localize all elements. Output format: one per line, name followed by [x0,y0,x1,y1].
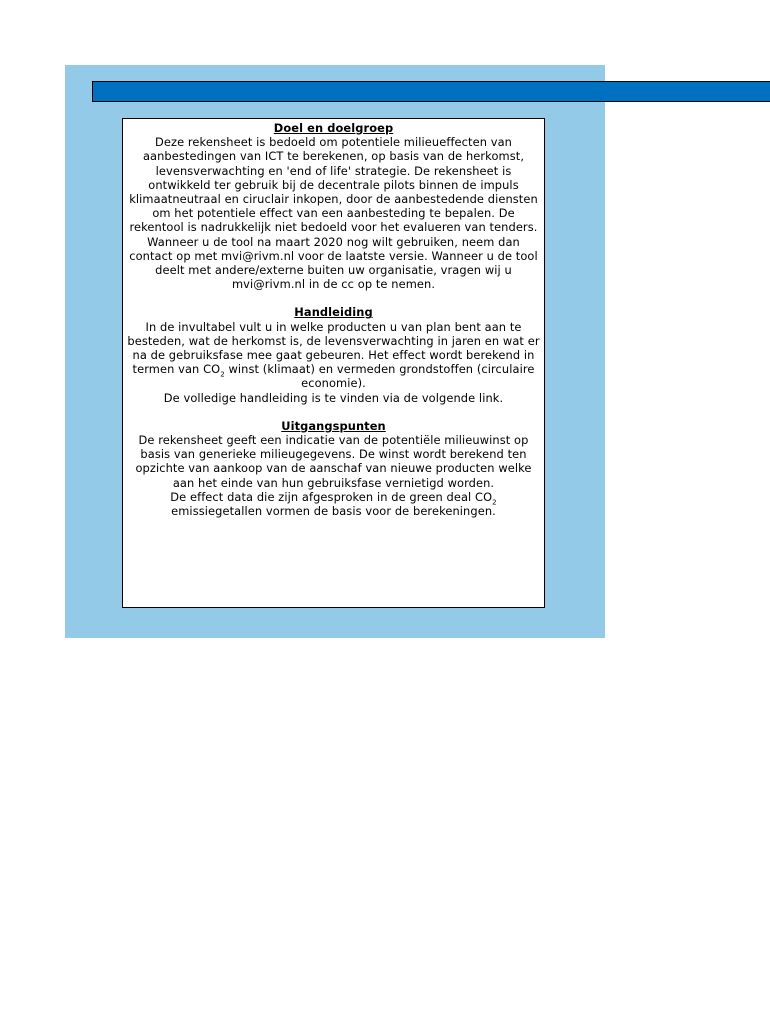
co2-subscript: 2 [492,498,497,507]
uitgangspunten-text-part1: De effect data die zijn afgesproken in de green deal CO [170,489,493,504]
handleiding-link-text[interactable]: De volledige handleiding is te vinden via de volgende link. [163,390,504,405]
co2-subscript: 2 [220,370,225,379]
uitgangspunten-text-part2: emissiegetallen vormen de basis voor de berekeningen. [171,504,496,519]
header-banner [92,81,770,102]
section-text-uitgangspunten: De rekensheet geeft een indicatie van de potentiële milieuwinst op basis van generieke milieugegevens. De winst wordt berekend ten opzichte van aankoop van de aanschaf van nieuwe producten welke aan het einde van hun gebruiksfase vernietigd worden. [135,433,532,490]
spacer [124,405,543,419]
section-heading-doel: Doel en doelgroep [273,121,394,135]
spacer [124,291,543,305]
handleiding-text-part1: In de invultabel vult u in welke producten u van plan bent aan te besteden, wat de herkomst is, de levensverwachting in jaren en wat er na de gebruiksfase mee gaat gebeuren. Het effect wordt berekend in termen van CO [127,319,540,377]
section-text-doel: Deze rekensheet is bedoeld om potentiele milieueffecten van aanbestedingen van ICT te berekenen, op basis van de herkomst, levensverwachting en 'end of life' strategie. De rekensheet is ontwikkeld ter gebruik bij de decentrale pilots binnen de impuls klimaatneutraal en ciruclair inkopen, door de aanbestedende diensten om het potentiele effect van een aanbesteding te bepalen. De rekentool is nadrukkelijk niet bedoeld voor het evalueren van tenders. Wanneer u de tool na maart 2020 nog wilt gebruiken, neem dan contact op met mvi@rivm.nl voor de laatste versie. Wanneer u de tool deelt met andere/externe buiten uw organisatie, vragen wij u mvi@rivm.nl in de cc op te nemen. [129,135,538,292]
section-heading-uitgangspunten: Uitgangspunten [281,418,386,433]
section-text-handleiding [124,320,543,391]
handleiding-text-part2: winst (klimaat) en vermeden grondstoffen (circulaire economie). [224,362,535,391]
section-text-uitgangspunten-2 [124,490,543,518]
section-heading-handleiding: Handleiding [294,305,373,320]
info-textbox[interactable] [122,118,545,608]
